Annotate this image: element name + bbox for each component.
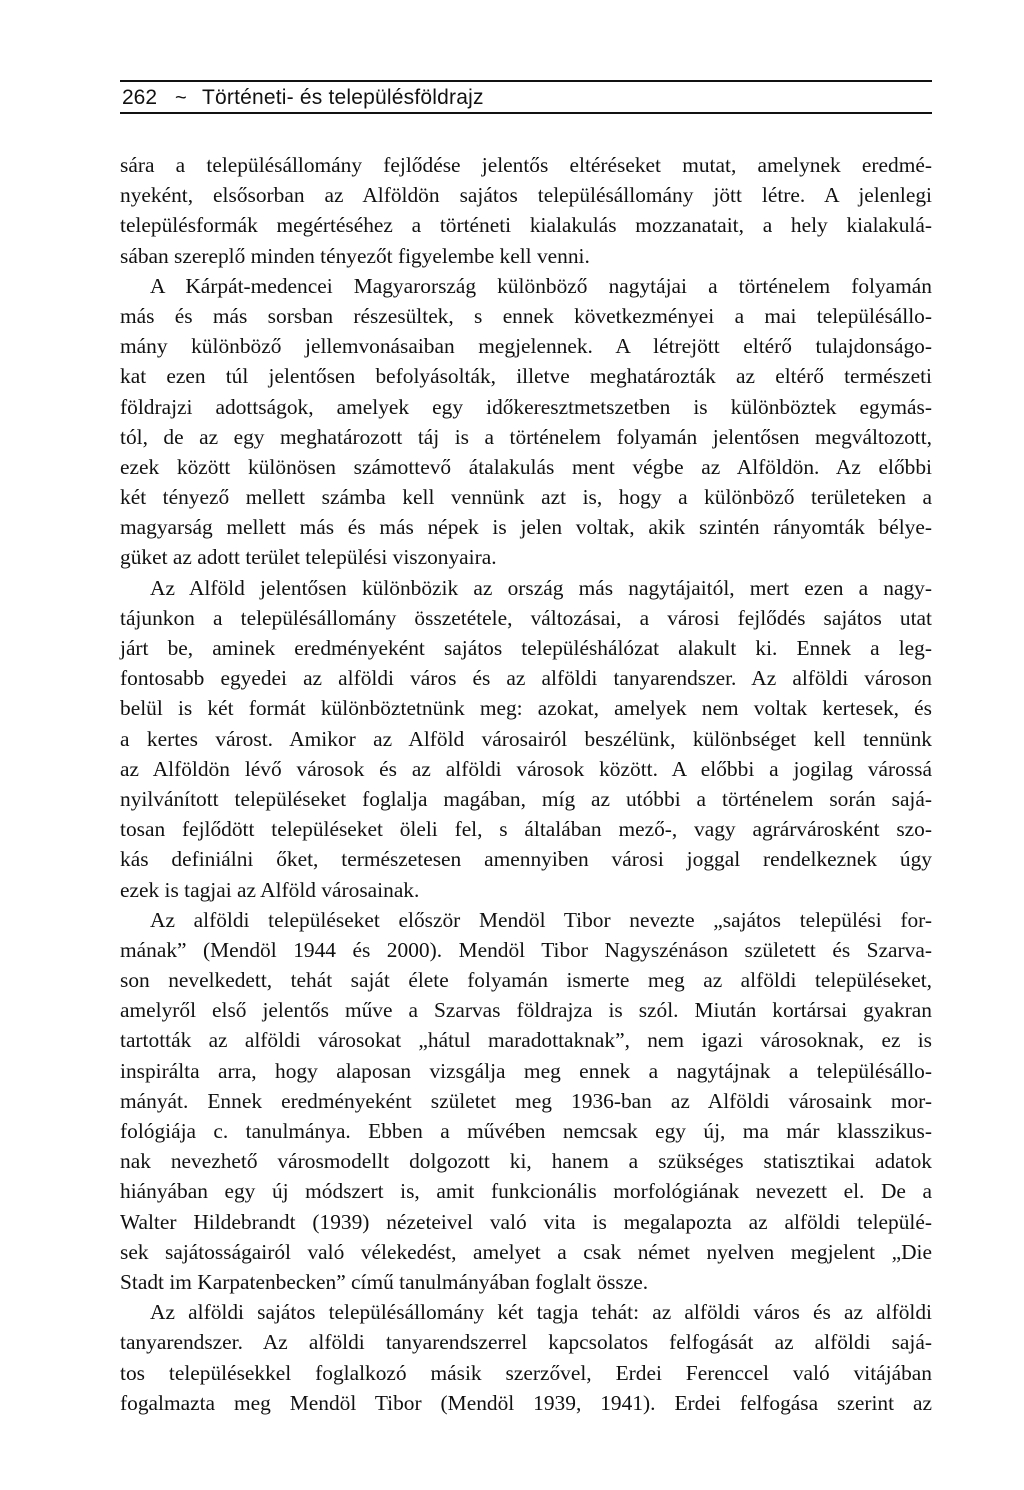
text-line: az Alföldön lévő városok és az alföldi városok között. A előbbi a jogilag várossá xyxy=(120,756,932,781)
text-line: inspirálta arra, hogy alaposan vizsgálja meg ennek a nagytájnak a településállo- xyxy=(120,1058,932,1083)
text-line: hiányában egy új módszert is, amit funkcionális morfológiának nevezett el. De a xyxy=(120,1179,932,1204)
text-line: Az Alföld jelentősen különbözik az ország más nagytájaitól, mert ezen a nagy- xyxy=(150,575,932,600)
text-line: mány különböző jellemvonásaiban megjelennek. A létrejött eltérő tulajdonságo- xyxy=(120,334,932,359)
text-line: mának” (Mendöl 1944 és 2000). Mendöl Tibor Nagyszénáson született és Szarva- xyxy=(120,937,932,962)
text-line: nyilvánított településeket foglalja magában, míg az utóbbi a történelem során sajá- xyxy=(120,786,932,811)
text-line: tartották az alföldi városokat „hátul maradottaknak”, nem igazi városoknak, ez is xyxy=(120,1028,932,1053)
text-line: nak nevezhető városmodellt dolgozott ki, hanem a szükséges statisztikai adatok xyxy=(120,1149,932,1174)
text-line: nyeként, elsősorban az Alföldön sajátos településállomány jött létre. A jelenlegi xyxy=(120,183,932,208)
text-line: településformák megértéséhez a történeti kialakulás mozzanatait, a hely kialakulá- xyxy=(120,213,932,238)
text-line: ezek között különösen számottevő átalakulás ment végbe az Alföldön. Az előbbi xyxy=(120,454,932,479)
text-line: kás definiálni őket, természetesen amennyiben városi joggal rendelkeznek úgy xyxy=(120,847,932,872)
text-line: magyarság mellett más és más népek is jelen voltak, akik szintén rányomták bélye- xyxy=(120,515,932,540)
text-line: földrajzi adottságok, amelyek egy időkeresztmetszetben is különböztek egymás- xyxy=(120,394,932,419)
text-line: fogalmazta meg Mendöl Tibor (Mendöl 1939, 1941). Erdei felfogása szerint az xyxy=(120,1390,932,1415)
text-line: güket az adott terület települési viszonyaira. xyxy=(120,545,497,570)
text-line: kat ezen túl jelentősen befolyásolták, illetve meghatározták az eltérő természeti xyxy=(120,364,932,389)
text-line: tájunkon a településállomány összetétele, változásai, a városi fejlődés sajátos utat xyxy=(120,605,932,630)
page-number: 262 xyxy=(122,86,158,109)
running-title: Történeti- és településföldrajz xyxy=(202,86,484,109)
text-line: két tényező mellett számba kell vennünk azt is, hogy a különböző területeken a xyxy=(120,485,932,510)
body-text xyxy=(120,150,932,1418)
text-line: ezek is tagjai az Alföld városainak. xyxy=(120,877,420,902)
running-header xyxy=(120,80,932,114)
text-line: tanyarendszer. Az alföldi tanyarendszerrel kapcsolatos felfogását az alföldi sajá- xyxy=(120,1330,932,1355)
text-line: járt be, aminek eredményeként sajátos településhálózat alakult ki. Ennek a leg- xyxy=(120,636,932,660)
text-line: a kertes várost. Amikor az Alföld városairól beszélünk, különbséget kell tennünk xyxy=(120,726,932,751)
header-separator: ~ xyxy=(175,87,187,109)
text-line: sára a településállomány fejlődése jelentős eltéréseket mutat, amelynek eredmé- xyxy=(120,153,932,177)
text-line: fontosabb egyedei az alföldi város és az alföldi tanyarendszer. Az alföldi városon xyxy=(120,666,932,691)
text-line: más és más sorsban részesültek, s ennek következményei a mai településállo- xyxy=(120,303,932,328)
text-line: tól, de az egy meghatározott táj is a történelem folyamán jelentősen megváltozott, xyxy=(120,424,932,449)
text-line: Az alföldi településeket először Mendöl Tibor nevezte „sajátos települési for- xyxy=(150,907,932,932)
text-line: tos településekkel foglalkozó másik szerzővel, Erdei Ferenccel való vitájában xyxy=(120,1360,932,1385)
text-line: Stadt im Karpatenbecken” című tanulmányában foglalt össze. xyxy=(120,1269,649,1294)
text-line: Walter Hildebrandt (1939) nézeteivel való vita is megalapozta az alföldi települé- xyxy=(120,1209,932,1234)
text-line: amelyről első jelentős műve a Szarvas földrajza is szól. Miután kortársai gyakran xyxy=(120,998,932,1023)
text-line: Az alföldi sajátos településállomány két tagja tehát: az alföldi város és az alföldi xyxy=(150,1300,932,1325)
text-line: son nevelkedett, tehát saját élete folyamán ismerte meg az alföldi településeket, xyxy=(120,968,932,993)
text-line: sában szereplő minden tényezőt figyelembe kell venni. xyxy=(120,243,590,268)
text-line: A Kárpát-medencei Magyarország különböző nagytájai a történelem folyamán xyxy=(150,273,932,298)
text-line: fológiája c. tanulmánya. Ebben a művében nemcsak egy új, ma már klasszikus- xyxy=(120,1119,932,1143)
text-line: belül is két formát különböztetnünk meg: azokat, amelyek nem voltak kertesek, és xyxy=(120,696,932,721)
text-line: tosan fejlődött településeket öleli fel, s általában mező-, vagy agrárvárosként szo- xyxy=(120,817,932,842)
text-line: sek sajátosságairól való vélekedést, amelyet a csak német nyelven megjelent „Die xyxy=(120,1239,932,1264)
text-line: mányát. Ennek eredményeként születet meg 1936-ban az Alföldi városaink mor- xyxy=(120,1088,932,1113)
